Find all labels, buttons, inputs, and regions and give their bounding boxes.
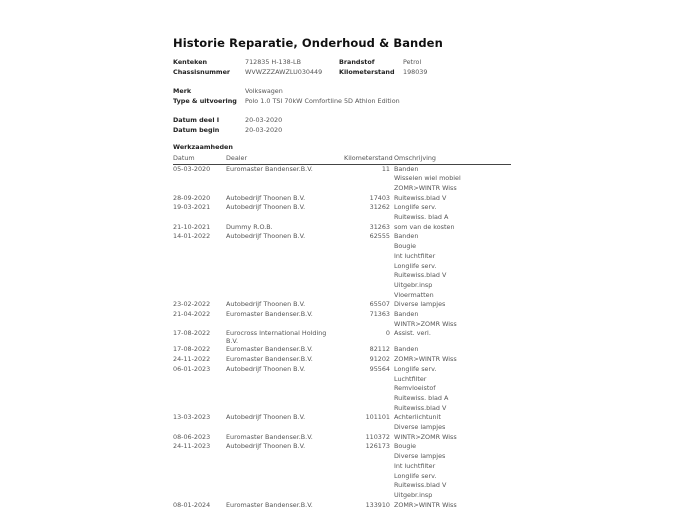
cell-datum: 17-08-2022 xyxy=(173,329,211,338)
cell-kilometerstand: 133910 xyxy=(365,500,390,509)
table-row xyxy=(173,203,511,213)
vehicle-model-values xyxy=(245,87,400,106)
cell-kilometerstand-empty xyxy=(344,262,394,272)
cell-omschrijving: Banden xyxy=(394,345,419,354)
cell-datum-empty xyxy=(173,320,226,330)
cell-datum: 08-01-2024 xyxy=(173,500,211,509)
vehicle-model-labels xyxy=(173,87,237,106)
cell-omschrijving: Ruitewiss. blad A xyxy=(394,213,449,222)
cell-kilometerstand: 101101 xyxy=(365,413,390,422)
cell-datum: 13-03-2023 xyxy=(173,413,211,422)
cell-kilometerstand-empty xyxy=(344,462,394,472)
cell-datum-empty xyxy=(173,423,226,433)
cell-kilometerstand-empty xyxy=(344,252,394,262)
cell-dealer-empty xyxy=(226,213,344,223)
cell-omschrijving: Luchtfilter xyxy=(394,374,427,383)
kilometerstand-label: Kilometerstand xyxy=(339,67,395,76)
cell-datum: 24-11-2023 xyxy=(173,442,211,451)
cell-omschrijving: Ruitewiss.blad V xyxy=(394,403,447,412)
cell-omschrijving: Banden xyxy=(394,164,419,173)
cell-omschrijving: WINTR>ZOMR Wiss xyxy=(394,319,457,328)
brandstof-value: Petrol xyxy=(403,58,422,66)
cell-dealer-empty xyxy=(226,481,344,491)
cell-dealer: Autobedrijf Thoonen B.V. xyxy=(226,442,306,451)
cell-omschrijving: Ruitewiss.blad V xyxy=(394,271,447,280)
datum-deel-label: Datum deel I xyxy=(173,116,220,124)
table-row xyxy=(173,194,511,204)
cell-kilometerstand: 91202 xyxy=(369,355,390,364)
page-title: Historie Reparatie, Onderhoud & Banden xyxy=(173,36,443,50)
cell-kilometerstand-empty xyxy=(344,184,394,194)
cell-omschrijving: Uitgebr.insp xyxy=(394,491,433,499)
cell-dealer: Eurocross International Holding B.V. xyxy=(226,329,327,346)
cell-dealer: Euromaster Bandenser.B.V. xyxy=(226,164,313,173)
cell-datum-empty xyxy=(173,375,226,385)
cell-dealer-empty xyxy=(226,262,344,272)
cell-kilometerstand-empty xyxy=(344,404,394,414)
cell-datum: 23-02-2022 xyxy=(173,300,211,309)
type-label: Type & uitvoering xyxy=(173,96,237,105)
cell-dealer-empty xyxy=(226,394,344,404)
cell-kilometerstand-empty xyxy=(344,375,394,385)
kenteken-label: Kenteken xyxy=(173,58,208,66)
cell-datum-empty xyxy=(173,394,226,404)
brandstof-label: Brandstof xyxy=(339,58,375,66)
table-row-continuation xyxy=(173,404,511,414)
cell-omschrijving: Bougie xyxy=(394,442,417,451)
cell-kilometerstand-empty xyxy=(344,472,394,482)
cell-datum: 08-06-2023 xyxy=(173,432,211,441)
type-value: Polo 1.0 TSI 70kW Comfortline 5D Athlon Edition xyxy=(245,96,400,105)
cell-omschrijving: Achterlichtunit xyxy=(394,413,441,422)
table-row xyxy=(173,355,511,365)
cell-kilometerstand: 95564 xyxy=(369,364,390,373)
table-row-continuation xyxy=(173,423,511,433)
cell-dealer-empty xyxy=(226,271,344,281)
merk-label: Merk xyxy=(173,87,192,95)
cell-datum-empty xyxy=(173,174,226,184)
table-row-continuation xyxy=(173,491,511,501)
cell-omschrijving: ZOMR>WINTR Wiss xyxy=(394,183,457,192)
datum-begin-value: 20-03-2020 xyxy=(245,125,283,134)
cell-dealer-empty xyxy=(226,384,344,394)
cell-dealer: Euromaster Bandenser.B.V. xyxy=(226,345,313,354)
table-row-continuation xyxy=(173,375,511,385)
cell-dealer-empty xyxy=(226,462,344,472)
cell-omschrijving: Longlife serv. xyxy=(394,203,437,212)
column-header-dealer: Dealer xyxy=(226,154,344,164)
cell-kilometerstand-empty xyxy=(344,271,394,281)
cell-kilometerstand: 31263 xyxy=(369,222,390,231)
cell-omschrijving: Remvloeistof xyxy=(394,384,436,393)
cell-kilometerstand: 71363 xyxy=(369,310,390,319)
vehicle-info-right-values xyxy=(403,58,427,77)
cell-datum: 21-04-2022 xyxy=(173,310,211,319)
cell-dealer-empty xyxy=(226,281,344,291)
column-header-omschrijving: Omschrijving xyxy=(394,154,511,164)
cell-omschrijving: Ruitewiss. blad A xyxy=(394,393,449,402)
table-row-continuation xyxy=(173,481,511,491)
vehicle-info-right xyxy=(339,58,395,77)
table-row-continuation xyxy=(173,271,511,281)
cell-dealer: Autobedrijf Thoonen B.V. xyxy=(226,193,306,202)
column-header-kilometerstand: Kilometerstand xyxy=(344,154,393,162)
cell-dealer: Euromaster Bandenser.B.V. xyxy=(226,500,313,509)
cell-omschrijving: Banden xyxy=(394,232,419,241)
cell-datum-empty xyxy=(173,472,226,482)
table-row xyxy=(173,223,511,233)
table-row-continuation xyxy=(173,242,511,252)
table-row-continuation xyxy=(173,291,511,301)
table-row-continuation xyxy=(173,320,511,330)
cell-kilometerstand-empty xyxy=(344,281,394,291)
chassis-label: Chassisnummer xyxy=(173,67,231,76)
cell-omschrijving: Uitgebr.insp xyxy=(394,280,433,289)
vehicle-date-labels xyxy=(173,116,219,135)
table-row xyxy=(173,442,511,452)
cell-kilometerstand-empty xyxy=(344,452,394,462)
cell-omschrijving: Ruitewiss.blad V xyxy=(394,481,447,490)
datum-deel-value: 20-03-2020 xyxy=(245,116,283,124)
cell-dealer-empty xyxy=(226,404,344,414)
cell-kilometerstand: 65507 xyxy=(369,300,390,309)
cell-dealer-empty xyxy=(226,452,344,462)
cell-datum: 05-03-2020 xyxy=(173,164,211,173)
cell-kilometerstand-empty xyxy=(344,213,394,223)
cell-omschrijving: ZOMR>WINTR Wiss xyxy=(394,500,457,509)
cell-kilometerstand: 0 xyxy=(385,329,390,338)
cell-datum: 19-03-2021 xyxy=(173,203,211,212)
cell-dealer-empty xyxy=(226,320,344,330)
cell-omschrijving: Assist. verl. xyxy=(394,329,431,338)
cell-kilometerstand-empty xyxy=(344,320,394,330)
cell-datum-empty xyxy=(173,271,226,281)
cell-datum-empty xyxy=(173,242,226,252)
table-row-continuation xyxy=(173,462,511,472)
table-row-continuation xyxy=(173,262,511,272)
table-row-continuation xyxy=(173,394,511,404)
table-row-continuation xyxy=(173,252,511,262)
cell-omschrijving: Vloermatten xyxy=(394,290,434,299)
cell-omschrijving: Diverse lampjes xyxy=(394,300,446,309)
cell-omschrijving: Diverse lampjes xyxy=(394,423,446,432)
cell-omschrijving: Diverse lampjes xyxy=(394,452,446,461)
table-row-continuation xyxy=(173,452,511,462)
cell-dealer: Autobedrijf Thoonen B.V. xyxy=(226,203,306,212)
cell-datum: 14-01-2022 xyxy=(173,232,211,241)
table-row xyxy=(173,345,511,355)
cell-datum-empty xyxy=(173,252,226,262)
table-body xyxy=(173,164,511,510)
cell-datum: 24-11-2022 xyxy=(173,355,211,364)
cell-dealer: Euromaster Bandenser.B.V. xyxy=(226,432,313,441)
cell-datum-empty xyxy=(173,384,226,394)
cell-dealer: Autobedrijf Thoonen B.V. xyxy=(226,413,306,422)
merk-value: Volkswagen xyxy=(245,87,283,95)
cell-kilometerstand: 17403 xyxy=(369,193,390,202)
cell-datum-empty xyxy=(173,291,226,301)
cell-kilometerstand: 62555 xyxy=(369,232,390,241)
vehicle-date-values xyxy=(245,116,282,135)
cell-dealer-empty xyxy=(226,242,344,252)
cell-datum: 17-08-2022 xyxy=(173,345,211,354)
vehicle-info-left-values xyxy=(245,58,322,77)
cell-omschrijving: som van de kosten xyxy=(394,222,455,231)
cell-omschrijving: Banden xyxy=(394,310,419,319)
cell-omschrijving: Bougie xyxy=(394,242,417,251)
werkzaamheden-heading: Werkzaamheden xyxy=(173,143,233,151)
table-row xyxy=(173,413,511,423)
cell-dealer-empty xyxy=(226,252,344,262)
cell-dealer-empty xyxy=(226,375,344,385)
cell-omschrijving: ZOMR>WINTR Wiss xyxy=(394,355,457,364)
cell-datum-empty xyxy=(173,452,226,462)
table-row-continuation xyxy=(173,213,511,223)
cell-kilometerstand-empty xyxy=(344,384,394,394)
cell-dealer: Euromaster Bandenser.B.V. xyxy=(226,355,313,364)
cell-kilometerstand: 126173 xyxy=(365,442,390,451)
cell-datum: 06-01-2023 xyxy=(173,364,211,373)
column-header-datum: Datum xyxy=(173,154,226,164)
kilometerstand-value: 198039 xyxy=(403,67,428,76)
werkzaamheden-table xyxy=(173,154,511,510)
table-row xyxy=(173,329,511,345)
cell-kilometerstand: 11 xyxy=(381,164,390,173)
cell-datum-empty xyxy=(173,462,226,472)
cell-kilometerstand-empty xyxy=(344,491,394,501)
cell-omschrijving: Longlife serv. xyxy=(394,261,437,270)
cell-dealer-empty xyxy=(226,174,344,184)
table-row xyxy=(173,365,511,375)
table-row xyxy=(173,164,511,174)
datum-begin-label: Datum begin xyxy=(173,125,220,134)
cell-kilometerstand-empty xyxy=(344,423,394,433)
cell-omschrijving: Int luchtfilter xyxy=(394,251,436,260)
cell-kilometerstand: 82112 xyxy=(369,345,390,354)
cell-dealer-empty xyxy=(226,472,344,482)
table-row-continuation xyxy=(173,384,511,394)
table-row xyxy=(173,433,511,443)
table-row xyxy=(173,232,511,242)
vehicle-info-left xyxy=(173,58,230,77)
cell-datum-empty xyxy=(173,184,226,194)
cell-dealer-empty xyxy=(226,491,344,501)
cell-kilometerstand: 31262 xyxy=(369,203,390,212)
cell-dealer: Autobedrijf Thoonen B.V. xyxy=(226,232,306,241)
cell-kilometerstand-empty xyxy=(344,481,394,491)
table-row-continuation xyxy=(173,174,511,184)
kenteken-value: 712835 H-138-LB xyxy=(245,58,301,66)
cell-dealer: Autobedrijf Thoonen B.V. xyxy=(226,300,306,309)
table-row-continuation xyxy=(173,184,511,194)
cell-datum: 28-09-2020 xyxy=(173,193,211,202)
cell-dealer-empty xyxy=(226,423,344,433)
table-row xyxy=(173,310,511,320)
cell-kilometerstand-empty xyxy=(344,174,394,184)
table-row xyxy=(173,300,511,310)
cell-omschrijving: Ruitewiss.blad V xyxy=(394,193,447,202)
cell-kilometerstand-empty xyxy=(344,242,394,252)
table-row-continuation xyxy=(173,472,511,482)
cell-dealer: Euromaster Bandenser.B.V. xyxy=(226,310,313,319)
cell-datum-empty xyxy=(173,281,226,291)
cell-kilometerstand: 110372 xyxy=(365,432,390,441)
cell-dealer-empty xyxy=(226,291,344,301)
cell-dealer: Dummy R.O.B. xyxy=(226,222,273,231)
cell-datum-empty xyxy=(173,404,226,414)
cell-omschrijving: Longlife serv. xyxy=(394,364,437,373)
table-row-continuation xyxy=(173,281,511,291)
cell-omschrijving: WINTR>ZOMR Wiss xyxy=(394,432,457,441)
cell-omschrijving: Int luchtfilter xyxy=(394,461,436,470)
cell-omschrijving: Wisselen wiel mobiel xyxy=(394,174,461,183)
table-row xyxy=(173,501,511,511)
cell-dealer-empty xyxy=(226,184,344,194)
cell-omschrijving: Longlife serv. xyxy=(394,471,437,480)
cell-datum-empty xyxy=(173,491,226,501)
table-header-row xyxy=(173,154,511,164)
cell-datum-empty xyxy=(173,481,226,491)
chassis-value: WVWZZZAWZLU030449 xyxy=(245,67,323,76)
cell-datum-empty xyxy=(173,262,226,272)
cell-dealer: Autobedrijf Thoonen B.V. xyxy=(226,364,306,373)
cell-kilometerstand-empty xyxy=(344,291,394,301)
cell-datum: 21-10-2021 xyxy=(173,222,211,231)
cell-datum-empty xyxy=(173,213,226,223)
cell-kilometerstand-empty xyxy=(344,394,394,404)
